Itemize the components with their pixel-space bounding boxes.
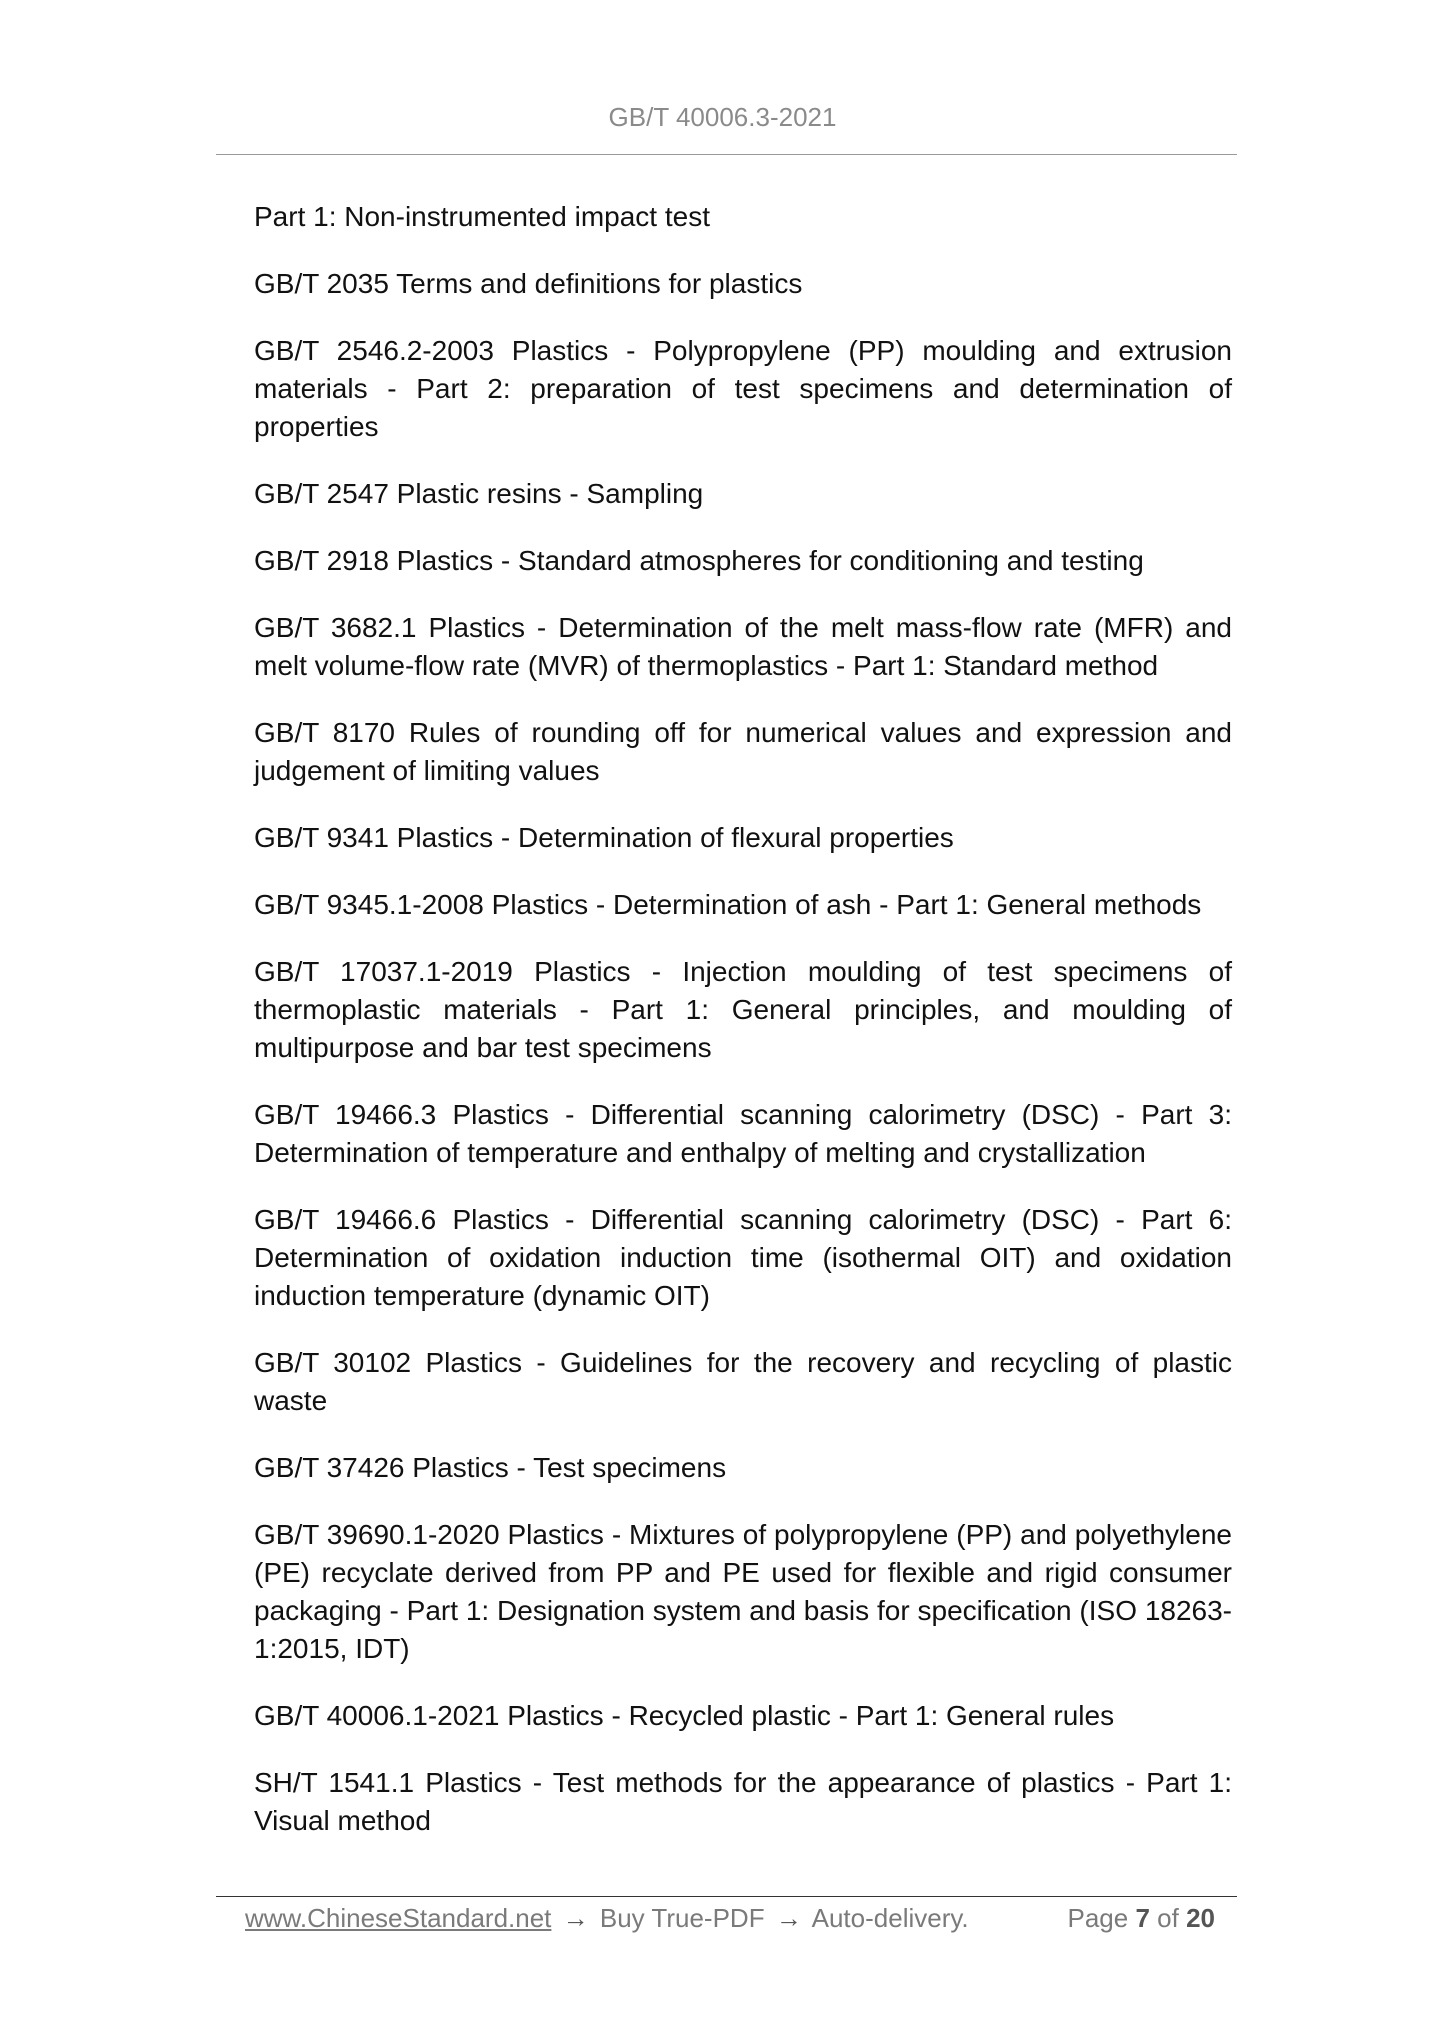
- reference-entry: GB/T 8170 Rules of rounding off for numerical values and expression and judgement of limiting values: [254, 717, 1232, 786]
- reference-entry: GB/T 2546.2-2003 Plastics - Polypropylene (PP) moulding and extrusion materials - Part 2: preparation of test specimens and determination of properties: [254, 335, 1232, 442]
- reference-entry: GB/T 9345.1-2008 Plastics - Determination of ash - Part 1: General methods: [254, 889, 1202, 920]
- page-current: 7: [1135, 1903, 1150, 1933]
- page-header: GB/T 40006.3-2021: [608, 102, 837, 132]
- reference-entry: GB/T 2547 Plastic resins - Sampling: [254, 478, 704, 509]
- auto-delivery-text: Auto-delivery.: [811, 1903, 969, 1933]
- reference-entry: GB/T 40006.1-2021 Plastics - Recycled plastic - Part 1: General rules: [254, 1700, 1115, 1731]
- reference-entry: GB/T 9341 Plastics - Determination of flexural properties: [254, 822, 954, 853]
- reference-entry: Part 1: Non-instrumented impact test: [254, 201, 710, 232]
- reference-entry: GB/T 17037.1-2019 Plastics - Injection moulding of test specimens of thermoplastic materials - Part 1: General principles, and moulding of multipurpose and bar test specimens: [254, 956, 1232, 1063]
- normative-references-list: [254, 198, 1232, 1869]
- header-divider: [216, 154, 1237, 155]
- page-number: [1067, 1900, 1215, 1936]
- reference-entry: GB/T 39690.1-2020 Plastics - Mixtures of polypropylene (PP) and polyethylene (PE) recyclate derived from PP and PE used for flexible and rigid consumer packaging - Part 1: Designation system and basis for specification (ISO 18263-1:2015, IDT): [254, 1519, 1232, 1664]
- reference-entry: GB/T 3682.1 Plastics - Determination of the melt mass-flow rate (MFR) and melt volume-flow rate (MVR) of thermoplastics - Part 1: Standard method: [254, 612, 1232, 681]
- footer-divider: [216, 1896, 1237, 1897]
- reference-entry: GB/T 2918 Plastics - Standard atmospheres for conditioning and testing: [254, 545, 1144, 576]
- reference-entry: GB/T 2035 Terms and definitions for plastics: [254, 268, 803, 299]
- of-label: of: [1157, 1903, 1179, 1933]
- reference-entry: GB/T 19466.6 Plastics - Differential scanning calorimetry (DSC) - Part 6: Determination of oxidation induction time (isothermal OIT) and oxidation induction temperature (dynamic OIT): [254, 1204, 1232, 1311]
- reference-entry: GB/T 19466.3 Plastics - Differential scanning calorimetry (DSC) - Part 3: Determination of temperature and enthalpy of melting and crystallization: [254, 1099, 1232, 1168]
- buy-true-pdf-text: Buy True-PDF: [599, 1903, 765, 1933]
- page-footer: [245, 1900, 1215, 1936]
- reference-entry: GB/T 30102 Plastics - Guidelines for the recovery and recycling of plastic waste: [254, 1347, 1232, 1416]
- arrow-right-icon: →: [775, 1903, 802, 1933]
- arrow-right-icon: →: [562, 1903, 589, 1933]
- page-label: Page: [1067, 1903, 1129, 1933]
- page-total: 20: [1186, 1903, 1215, 1933]
- reference-entry: SH/T 1541.1 Plastics - Test methods for the appearance of plastics - Part 1: Visual method: [254, 1767, 1232, 1836]
- site-link[interactable]: www.ChineseStandard.net: [245, 1903, 552, 1933]
- reference-entry: GB/T 37426 Plastics - Test specimens: [254, 1452, 727, 1483]
